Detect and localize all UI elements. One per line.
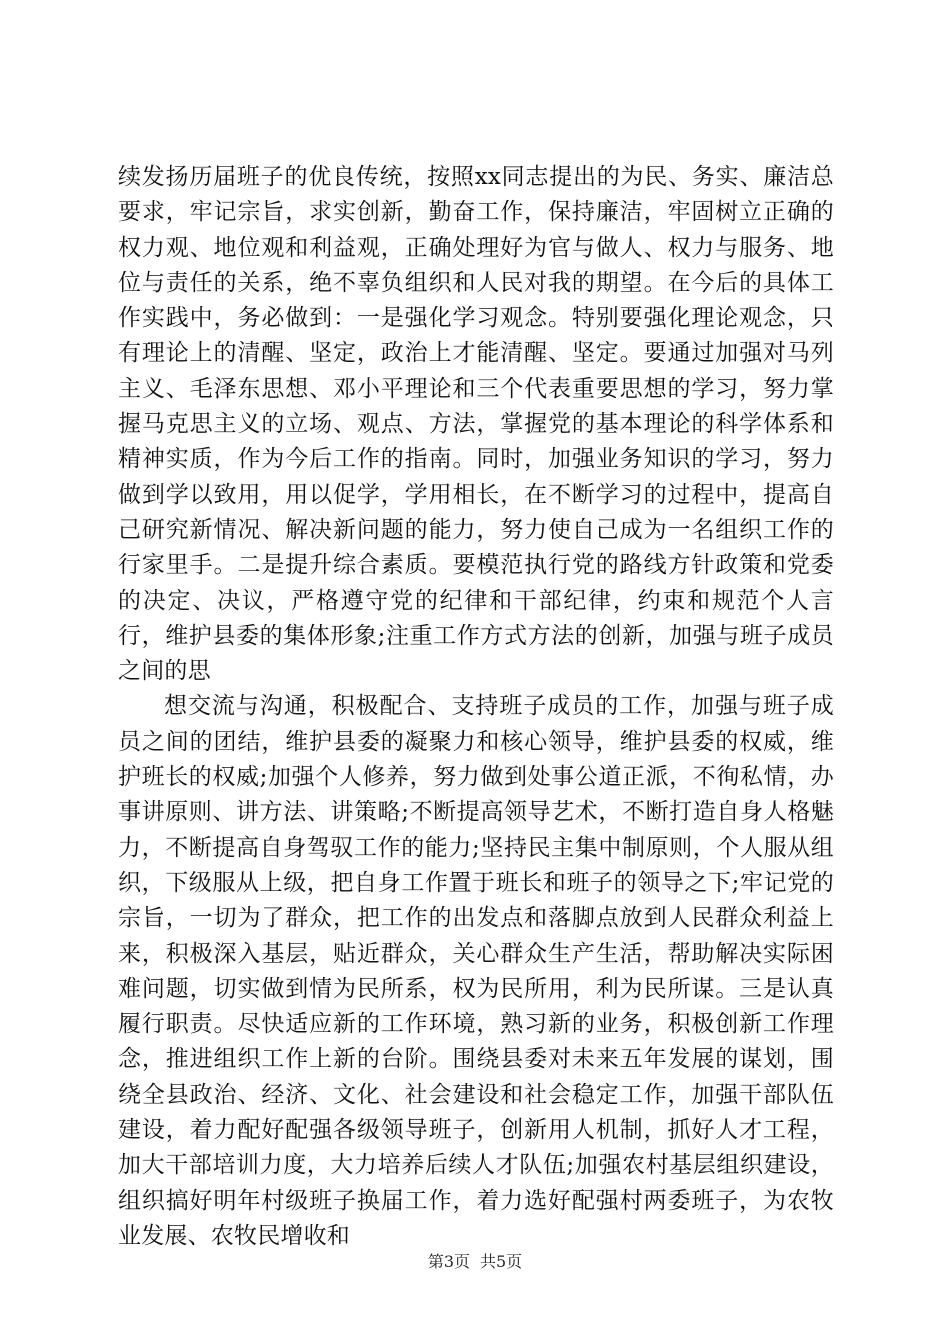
page-footer <box>0 1252 950 1272</box>
page-number: 第3页 <box>427 1252 470 1271</box>
paragraph-continued: 续发扬历届班子的优良传统，按照xx同志提出的为民、务实、廉洁总要求，牢记宗旨，求实创新，勤奋工作，保持廉洁，牢固树立正确的权力观、地位观和利益观，正确处理好为官与做人、权力与服务、地位与责任的关系，绝不辜负组织和人民对我的期望。在今后的具体工作实践中，务必做到：一是强化学习观念。特别要强化理论观念，只有理论上的清醒、坚定，政治上才能清醒、坚定。要通过加强对马列主义、毛泽东思想、邓小平理论和三个代表重要思想的学习，努力掌握马克思主义的立场、观点、方法，掌握党的基本理论的科学体系和精神实质，作为今后工作的指南。同时，加强业务知识的学习，努力做到学以致用，用以促学，学用相长，在不断学习的过程中，提高自己研究新情况、解决新问题的能力，努力使自己成为一名组织工作的行家里手。二是提升综合素质。要模范执行党的路线方针政策和党委的决定、决议，严格遵守党的纪律和干部纪律，约束和规范个人言行，维护县委的集体形象;注重工作方式方法的创新，加强与班子成员之间的思 <box>118 164 834 685</box>
paragraph: 想交流与沟通，积极配合、支持班子成员的工作，加强与班子成员之间的团结，维护县委的凝聚力和核心领导，维护县委的权威，维护班长的权威;加强个人修养，努力做到处事公道正派，不徇私情，办事讲原则、讲方法、讲策略;不断提高领导艺术，不断打造自身人格魅力，不断提高自身驾驭工作的能力;坚持民主集中制原则，个人服从组织，下级服从上级，把自身工作置于班长和班子的领导之下;牢记党的宗旨，一切为了群众，把工作的出发点和落脚点放到人民群众利益上来，积极深入基层，贴近群众，关心群众生产生活，帮助解决实际困难问题，切实做到情为民所系，权为民所用，利为民所谋。三是认真履行职责。尽快适应新的工作环境，熟习新的业务，积极创新工作理念，推进组织工作上新的台阶。围绕县委对未来五年发展的谋划，围绕全县政治、经济、文化、社会建设和社会稳定工作，加强干部队伍建设，着力配好配强各级领导班子，创新用人机制，抓好人才工程，加大干部培训力度，大力培养后续人才队伍;加强农村基层组织建设，组织搞好明年村级班子换届工作，着力选好配强村两委班子，为农牧业发展、农牧民增收和 <box>118 693 834 1249</box>
body-text <box>118 160 834 1254</box>
page-total: 共5页 <box>480 1252 523 1271</box>
